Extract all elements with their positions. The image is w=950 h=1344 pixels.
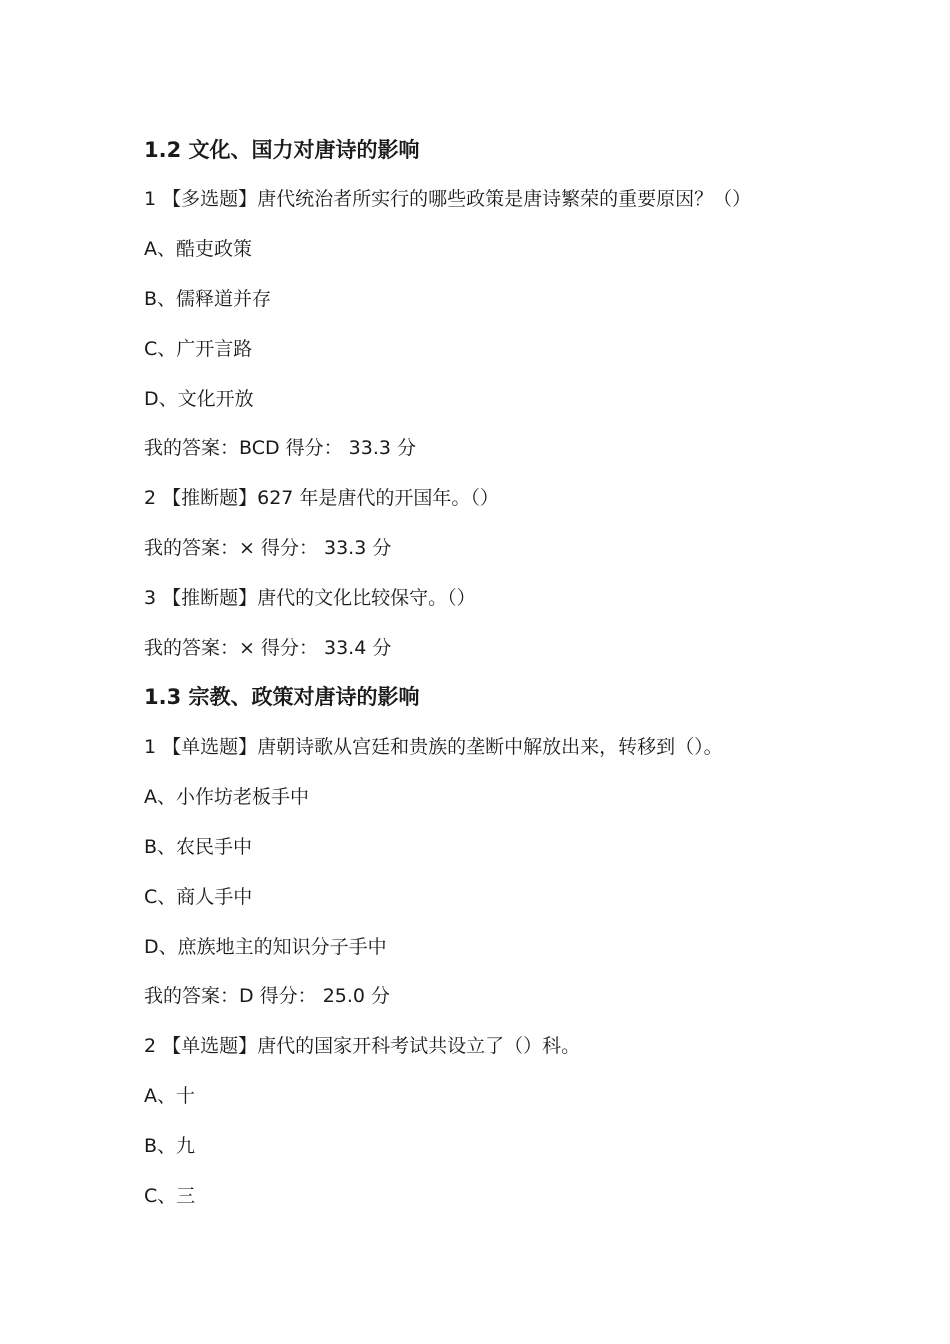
answer-option: A、十 bbox=[144, 1085, 195, 1107]
my-answer-score: 我的答案：× 得分： 33.3 分 bbox=[144, 537, 392, 559]
question-stem: 3 【推断题】唐代的文化比较保守。（） bbox=[144, 587, 476, 609]
answer-option: C、广开言路 bbox=[144, 338, 253, 360]
answer-option: C、商人手中 bbox=[144, 886, 253, 908]
question-stem: 2 【推断题】627 年是唐代的开国年。（） bbox=[144, 487, 499, 509]
my-answer-score: 我的答案：D 得分： 25.0 分 bbox=[144, 985, 391, 1007]
question-stem: 1 【多选题】唐代统治者所实行的哪些政策是唐诗繁荣的重要原因？（） bbox=[144, 188, 752, 210]
answer-option: D、文化开放 bbox=[144, 388, 254, 410]
answer-option: A、酷吏政策 bbox=[144, 238, 252, 260]
question-stem: 1 【单选题】唐朝诗歌从宫廷和贵族的垄断中解放出来，转移到（）。 bbox=[144, 736, 723, 758]
answer-option: D、庶族地主的知识分子手中 bbox=[144, 936, 387, 958]
answer-option: B、农民手中 bbox=[144, 836, 253, 858]
my-answer-score: 我的答案：× 得分： 33.4 分 bbox=[144, 637, 392, 659]
section-title: 1.2 文化、国力对唐诗的影响 bbox=[144, 138, 420, 162]
answer-option: B、儒释道并存 bbox=[144, 288, 272, 310]
my-answer-score: 我的答案：BCD 得分： 33.3 分 bbox=[144, 437, 417, 459]
answer-option: C、三 bbox=[144, 1185, 196, 1207]
section-title: 1.3 宗教、政策对唐诗的影响 bbox=[144, 685, 420, 709]
answer-option: B、九 bbox=[144, 1135, 196, 1157]
answer-option: A、小作坊老板手中 bbox=[144, 786, 309, 808]
question-stem: 2 【单选题】唐代的国家开科考试共设立了（）科。 bbox=[144, 1035, 581, 1057]
